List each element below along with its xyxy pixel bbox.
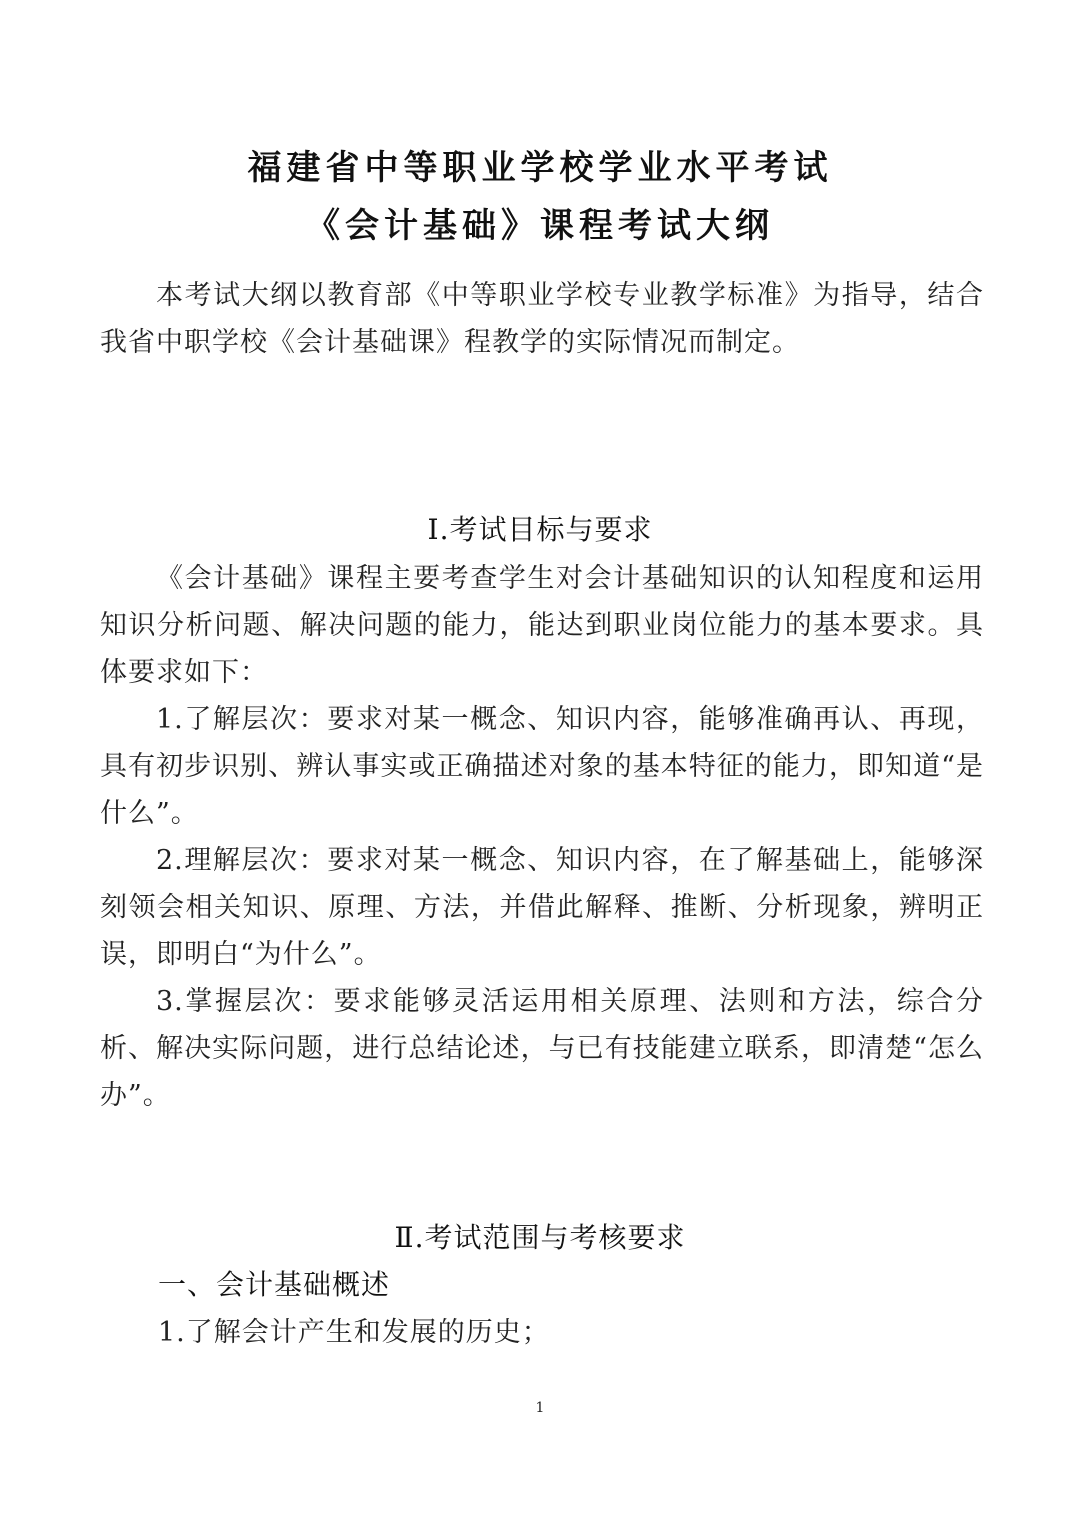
level-master-paragraph: 3.掌握层次：要求能够灵活运用相关原理、法则和方法，综合分析、解决实际问题，进行总结论述，与已有技能建立联系，即清楚“怎么办”。 xyxy=(100,986,984,1111)
document-title-line1: 福建省中等职业学校学业水平考试 xyxy=(247,148,833,188)
section1-heading: Ⅰ.考试目标与要求 xyxy=(427,513,653,546)
intro-paragraph: 本考试大纲以教育部《中等职业学校专业教学标准》为指导，结合我省中职学校《会计基础课》程教学的实际情况而制定。 xyxy=(100,280,984,358)
level-understand-paragraph: 1.了解层次：要求对某一概念、知识内容，能够准确再认、再现，具有初步识别、辨认事实或正确描述对象的基本特征的能力，即知道“是什么”。 xyxy=(100,704,984,829)
page-number: 1 xyxy=(535,1400,545,1416)
section2-heading: Ⅱ.考试范围与考核要求 xyxy=(394,1221,686,1254)
list-item: 1.了解会计产生和发展的历史； xyxy=(158,1317,550,1348)
document-title-line2: 《会计基础》课程考试大纲 xyxy=(306,206,774,246)
level-comprehend-paragraph: 2.理解层次：要求对某一概念、知识内容，在了解基础上，能够深刻领会相关知识、原理、方法，并借此解释、推断、分析现象，辨明正误，即明白“为什么”。 xyxy=(100,845,984,970)
section1-paragraph: 《会计基础》课程主要考查学生对会计基础知识的认知程度和运用知识分析问题、解决问题的能力，能达到职业岗位能力的基本要求。具体要求如下： xyxy=(100,563,984,688)
section2-subheading: 一、会计基础概述 xyxy=(158,1268,391,1301)
